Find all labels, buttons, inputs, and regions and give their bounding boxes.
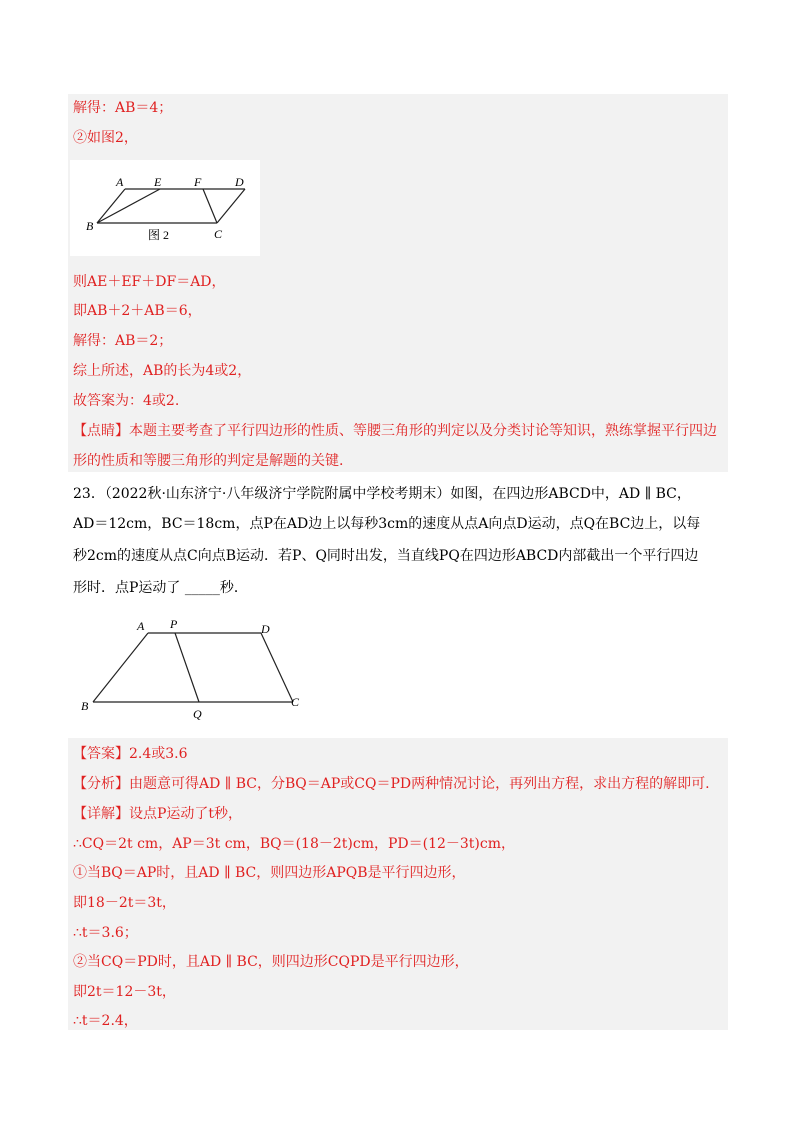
label-p: P xyxy=(170,617,178,631)
solution-line: 即AB＋2＋AB＝6， xyxy=(73,303,202,319)
question-line: AD＝12cm，BC＝18cm，点P在AD边上以每秒3cm的速度从点A向点D运动，点Q在BC边上，以每 xyxy=(73,516,701,532)
label-c: C xyxy=(291,695,300,709)
figure-caption: 图 2 xyxy=(148,228,170,242)
solution-line: 解得：AB＝4； xyxy=(73,100,173,116)
label-b: B xyxy=(86,219,94,233)
answer-line: 【答案】2.4或3.6 xyxy=(73,746,188,762)
analysis-line: 【分析】由题意可得AD ∥ BC，分BQ＝AP或CQ＝PD两种情况讨论，再列出方程，求出方程的解即可. xyxy=(73,776,710,792)
comment-line: 形的性质和等腰三角形的判定是解题的关键. xyxy=(73,453,344,469)
label-c: C xyxy=(214,227,223,241)
solution-line: ∴CQ＝2t cm，AP＝3t cm，BQ＝(18－2t)cm，PD＝(12－3t)cm， xyxy=(73,836,516,852)
label-e: E xyxy=(154,175,162,189)
solution-line: ①当BQ＝AP时，且AD ∥ BC，则四边形APQB是平行四边形， xyxy=(73,865,466,881)
solution-line: 综上所述，AB的长为4或2， xyxy=(73,363,252,379)
solution-line: 解得：AB＝2； xyxy=(73,333,173,349)
question-line: 秒2cm的速度从点C向点B运动．若P、Q同时出发，当直线PQ在四边形ABCD内部截出一个平行四边 xyxy=(73,548,699,564)
question-line: 23．（2022秋·山东济宁·八年级济宁学院附属中学校考期末）如图，在四边形ABCD中，AD ∥ BC， xyxy=(73,486,691,502)
label-f: F xyxy=(194,175,202,189)
solution-line: 【详解】设点P运动了t秒， xyxy=(73,806,243,822)
label-a: A xyxy=(116,175,124,189)
solution-line: 则AE＋EF＋DF＝AD， xyxy=(73,274,226,290)
solution-line: 即18－2t＝3t， xyxy=(73,895,176,911)
label-d: D xyxy=(261,622,270,636)
question-line: 形时．点P运动了 _____秒． xyxy=(73,580,248,596)
figure-quadrilateral xyxy=(75,612,315,724)
solution-line: ②如图2， xyxy=(73,130,138,146)
solution-line: ②当CQ＝PD时，且AD ∥ BC，则四边形CQPD是平行四边形， xyxy=(73,954,469,970)
solution-line: 故答案为：4或2. xyxy=(73,393,180,409)
solution-line: ∴t＝2.4， xyxy=(73,1013,138,1029)
label-b: B xyxy=(81,699,89,713)
solution-line: 即2t＝12－3t， xyxy=(73,984,176,1000)
label-d: D xyxy=(235,175,244,189)
comment-line: 【点睛】本题主要考查了平行四边形的性质、等腰三角形的判定以及分类讨论等知识，熟练掌握平行四边 xyxy=(73,423,717,439)
label-q: Q xyxy=(193,707,202,721)
figure-2 xyxy=(70,160,260,256)
label-a: A xyxy=(137,619,145,633)
solution-line: ∴t＝3.6； xyxy=(73,925,138,941)
